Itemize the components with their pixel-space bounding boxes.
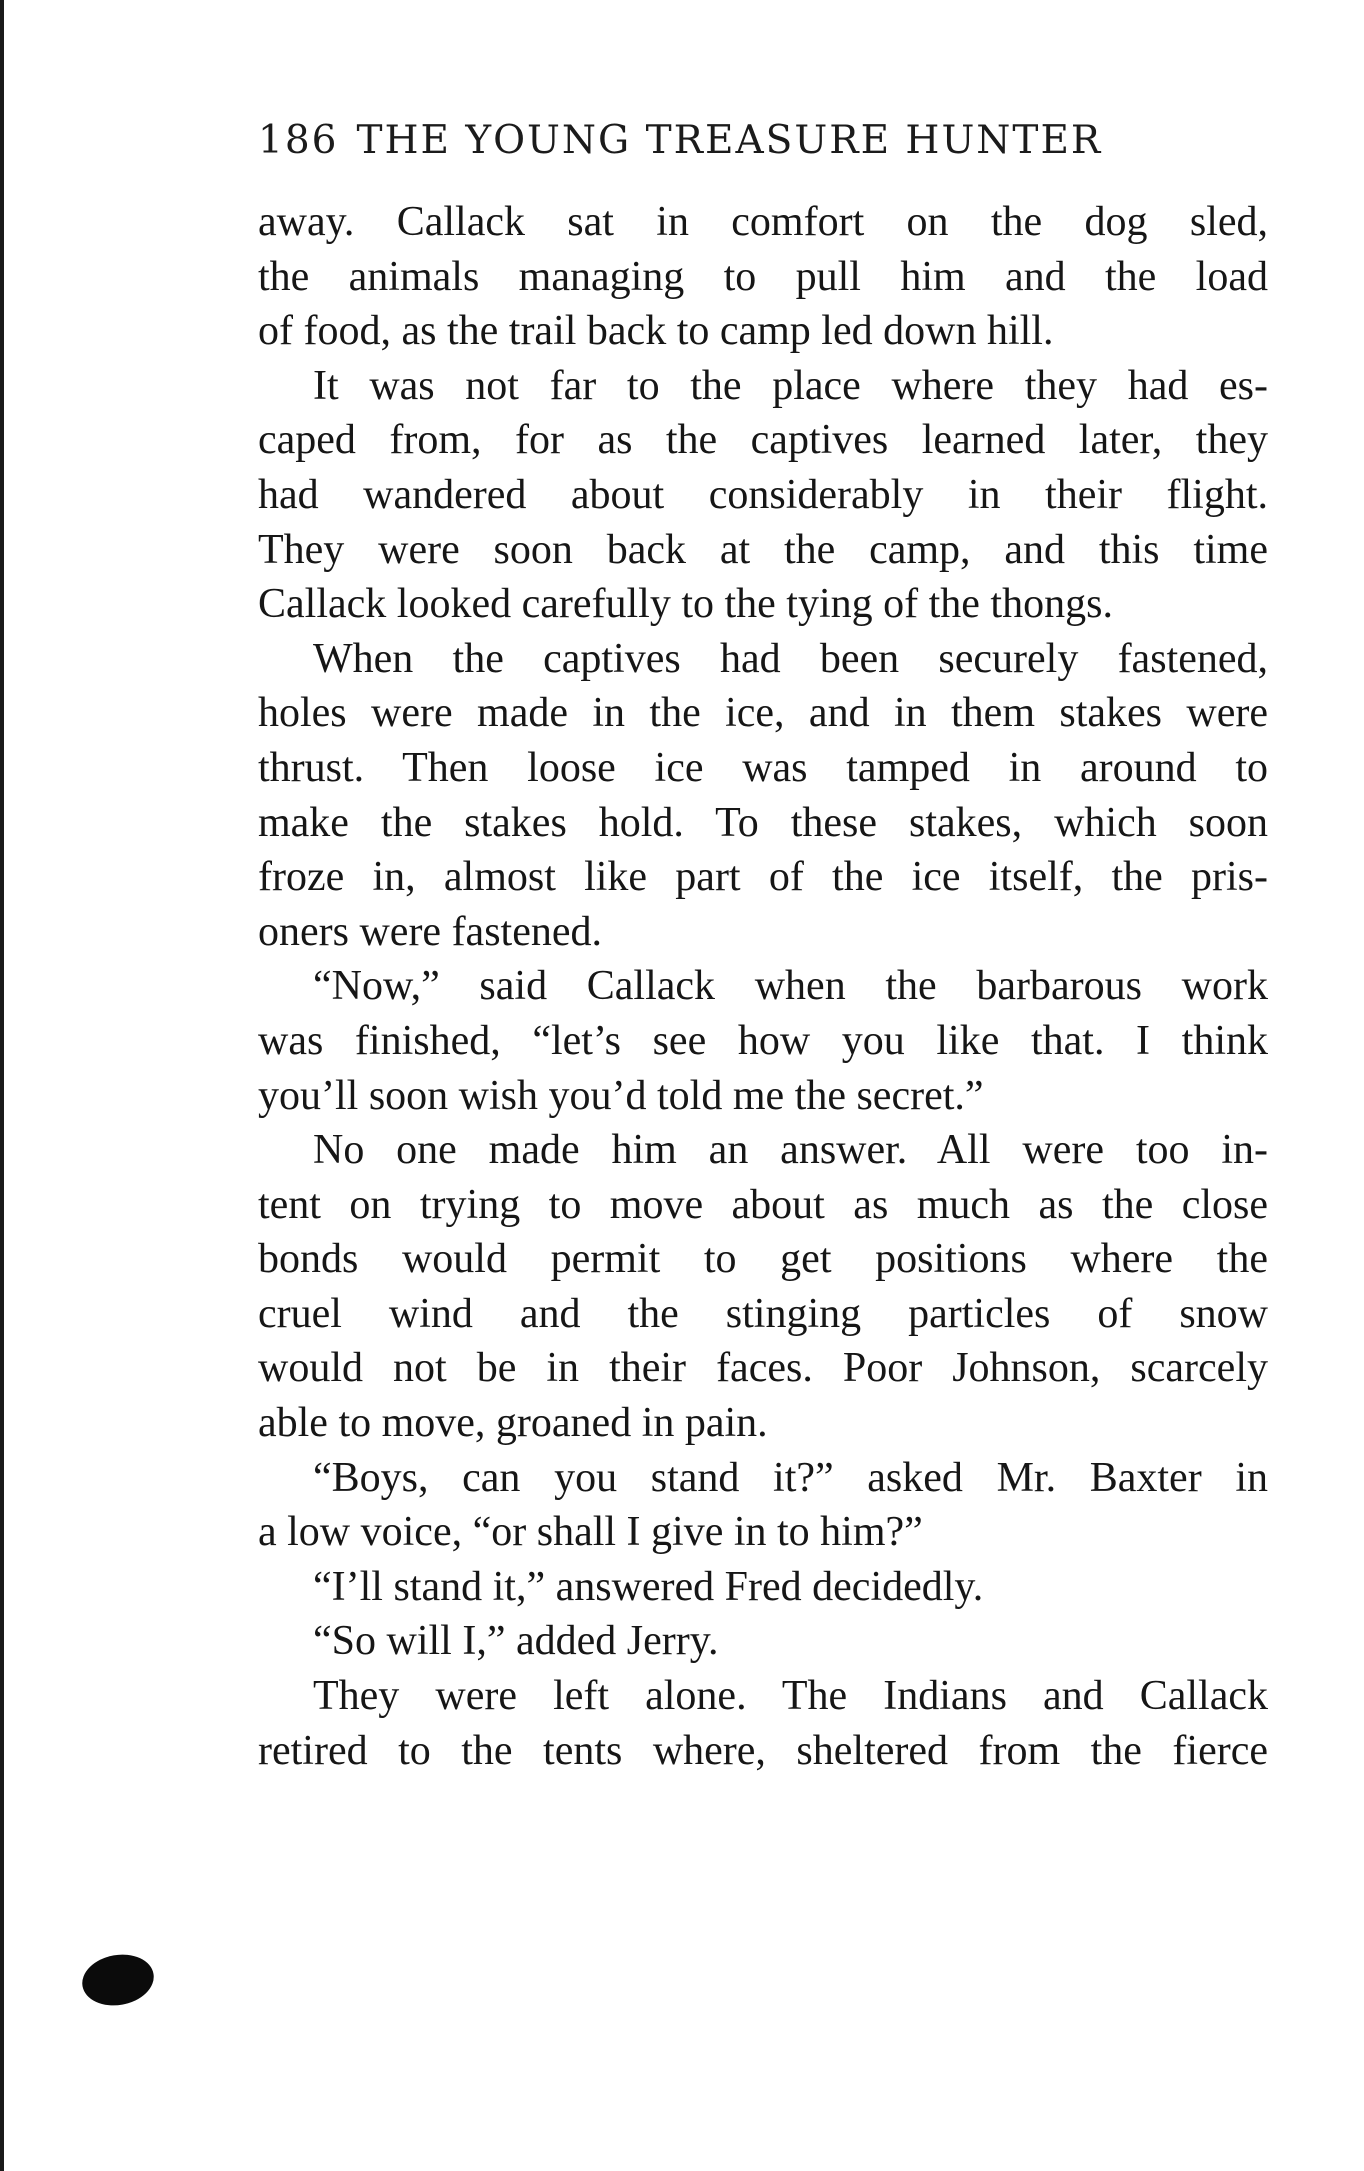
text-line: a low voice, “or shall I give in to him?” [258, 1509, 923, 1556]
text-line: of food, as the trail back to camp led down hill. [258, 308, 1054, 355]
text-line: you’ll soon wish you’d told me the secret.” [258, 1072, 984, 1119]
text-line: froze in, almost like part of the ice itself, the pris- [258, 854, 1268, 901]
text-line: “I’ll stand it,” answered Fred decidedly. [313, 1563, 984, 1610]
page-number: 186 [258, 118, 339, 163]
text-line: They were left alone. The Indians and Callack [313, 1673, 1268, 1720]
text-line: It was not far to the place where they had es- [313, 362, 1268, 409]
text-line: “Boys, can you stand it?” asked Mr. Baxter in [313, 1454, 1268, 1501]
text-line: oners were fastened. [258, 908, 602, 955]
text-line: caped from, for as the captives learned later, they [258, 417, 1268, 464]
text-line: thrust. Then loose ice was tamped in around to [258, 744, 1268, 791]
text-line: When the captives had been securely fastened, [313, 635, 1268, 682]
running-title: THE YOUNG TREASURE HUNTER [356, 118, 1103, 163]
text-line: away. Callack sat in comfort on the dog sled, [258, 199, 1268, 245]
text-line: bonds would permit to get positions where the [258, 1236, 1268, 1283]
text-line: would not be in their faces. Poor Johnson, scarcely [258, 1345, 1268, 1392]
page-edge-shadow [0, 0, 4, 2171]
text-line: able to move, groaned in pain. [258, 1400, 768, 1447]
ink-blot [78, 1949, 158, 2011]
text-line: the animals managing to pull him and the load [258, 253, 1268, 300]
text-line: No one made him an answer. All were too in- [313, 1127, 1268, 1174]
text-line: They were soon back at the camp, and this time [258, 526, 1268, 573]
text-line: Callack looked carefully to the tying of the thongs. [258, 581, 1113, 628]
text-line: “Now,” said Callack when the barbarous work [313, 963, 1268, 1010]
running-header [258, 118, 1278, 188]
body-text [258, 195, 1268, 1778]
text-line: “So will I,” added Jerry. [313, 1618, 719, 1665]
text-line: retired to the tents where, sheltered from the fierce [258, 1727, 1268, 1774]
text-line: was finished, “let’s see how you like that. I think [258, 1017, 1268, 1064]
text-line: had wandered about considerably in their flight. [258, 471, 1268, 518]
text-line: make the stakes hold. To these stakes, which soon [258, 799, 1268, 846]
text-line: holes were made in the ice, and in them stakes were [258, 690, 1268, 737]
text-line: cruel wind and the stinging particles of snow [258, 1290, 1268, 1337]
text-line: tent on trying to move about as much as the close [258, 1181, 1268, 1228]
